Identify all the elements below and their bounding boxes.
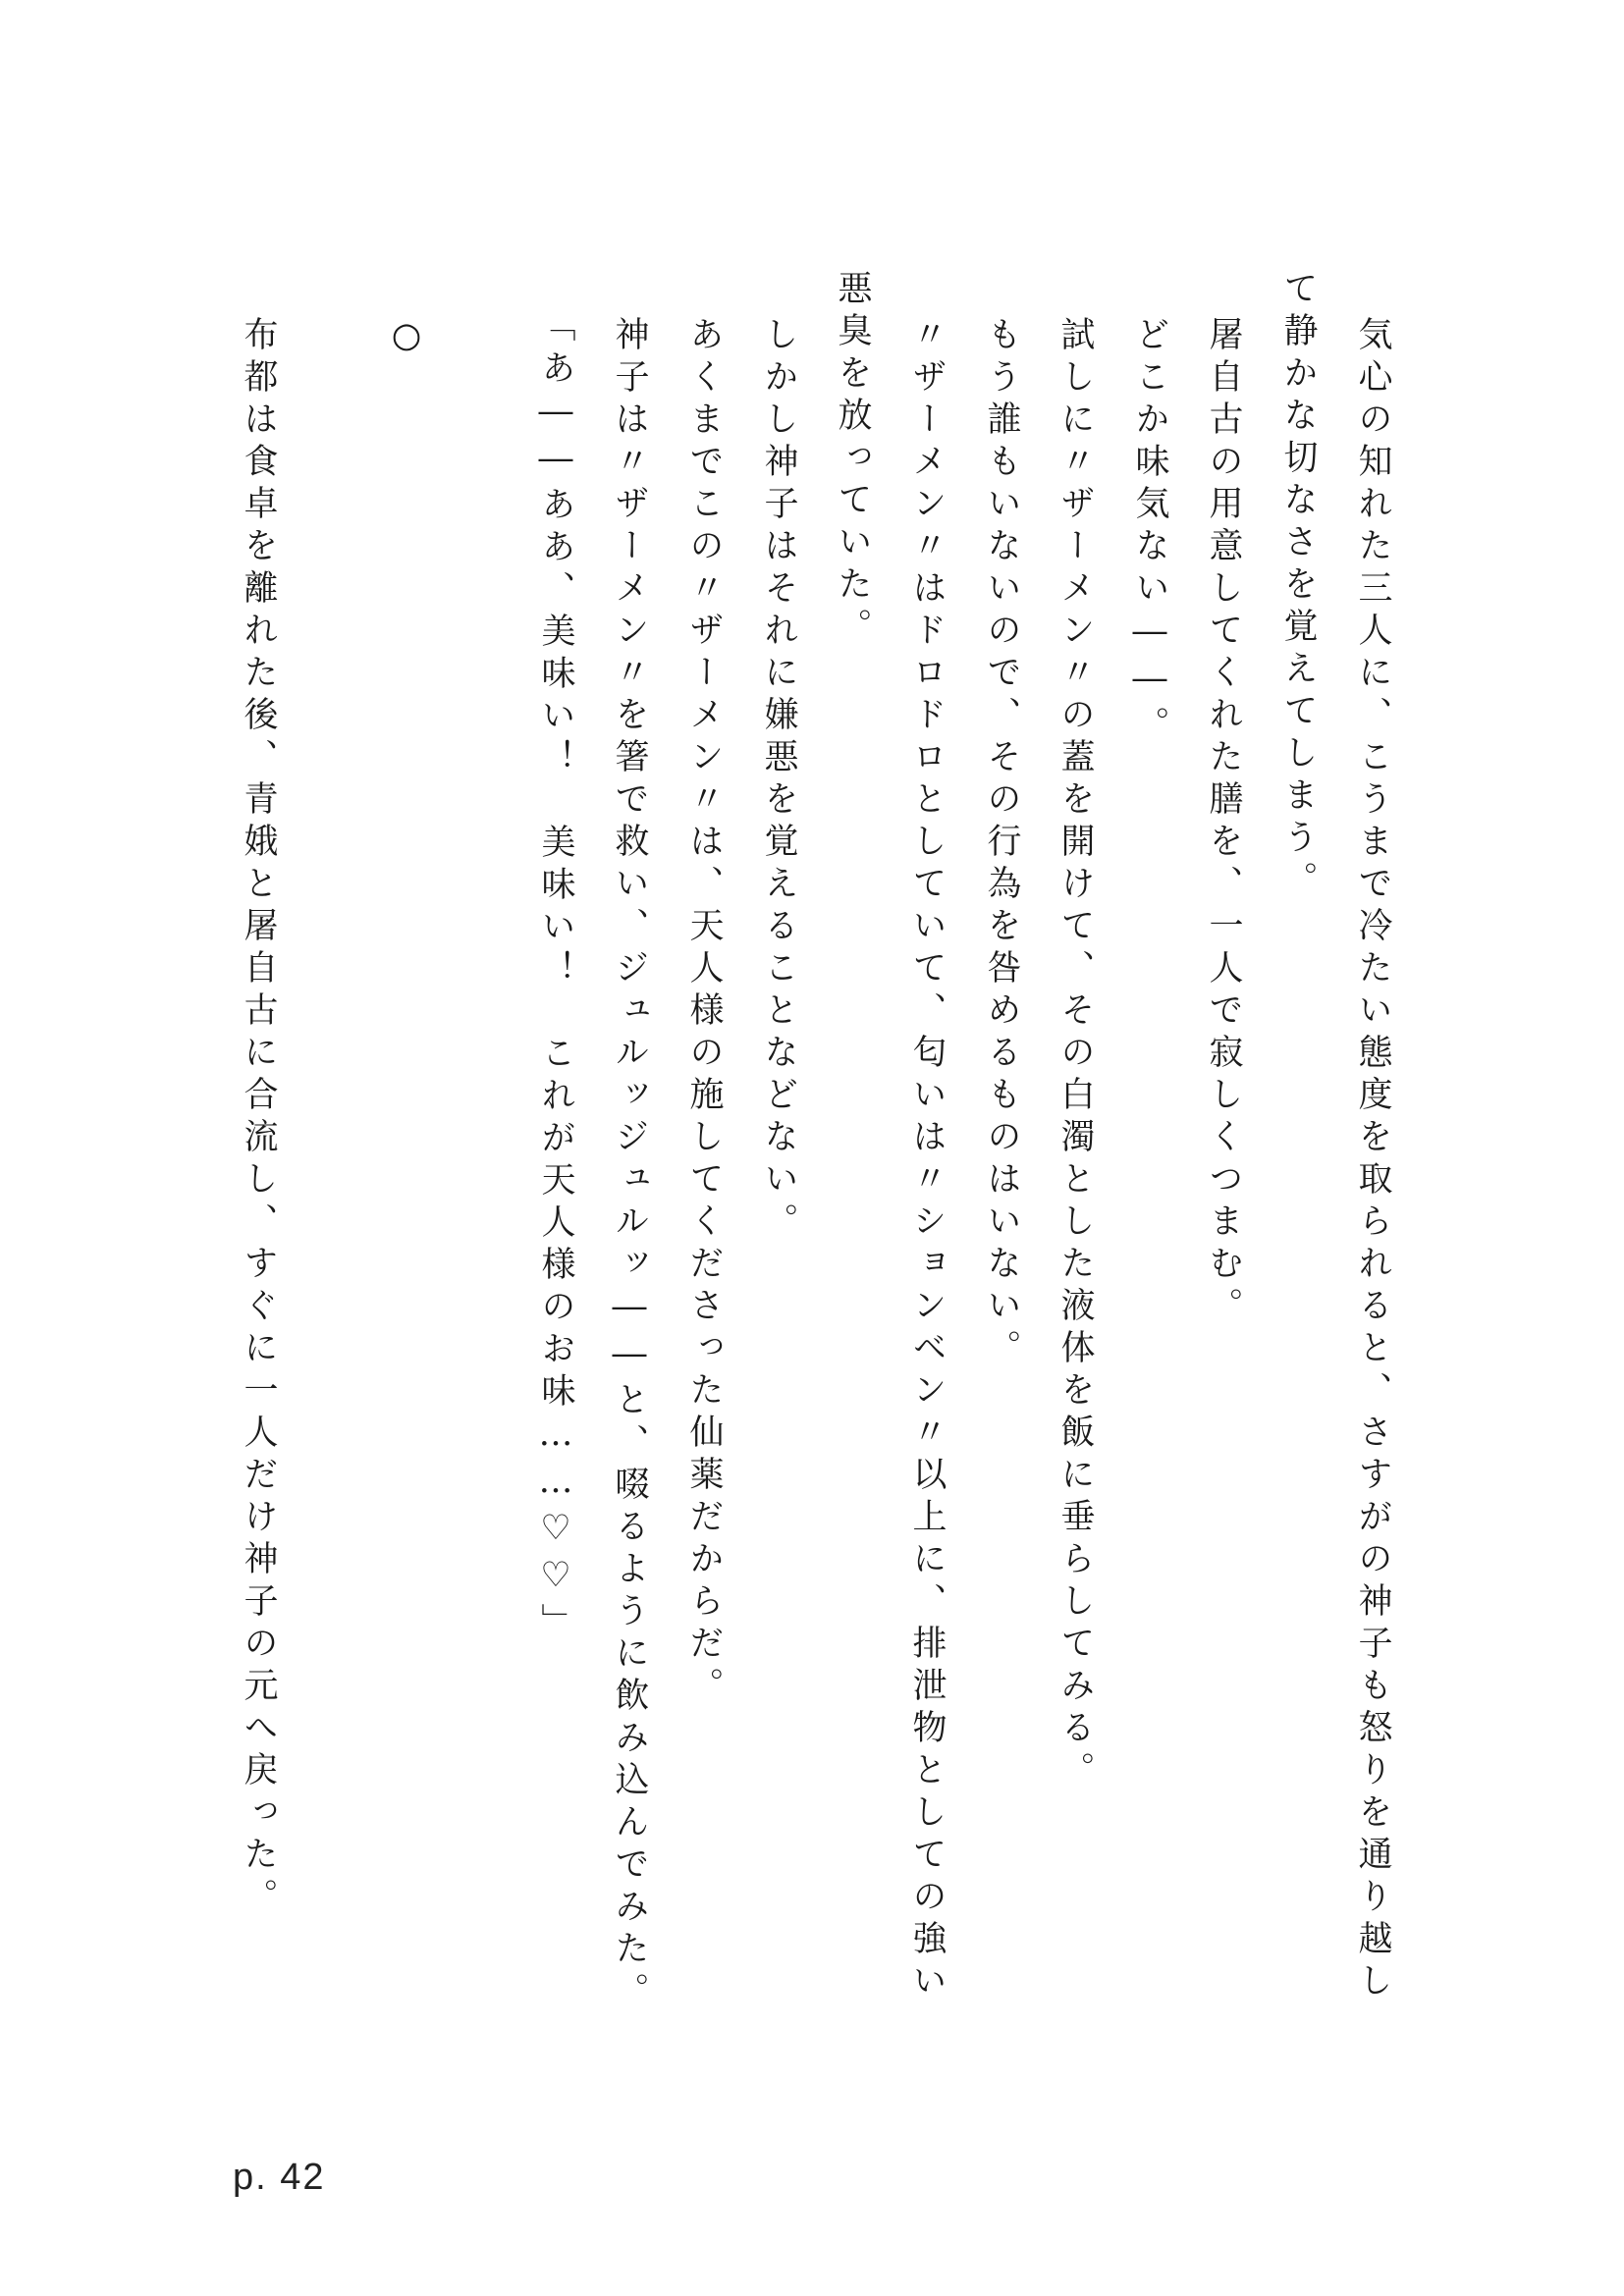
text-line-4: どこか味気ない――。 — [1130, 316, 1169, 748]
text-line-10: あくまでこの〃ザーメン〃は、天人様の施してくださった仙薬だからだ。 — [684, 316, 724, 1709]
section-break-circle: ○ — [387, 316, 426, 363]
text-line-8: 悪臭を放っていた。 — [833, 270, 872, 650]
text-line-12: 「あ――ああ、美味い！ 美味い！ これが天人様のお味……♡♡」 — [536, 307, 575, 1645]
text-line-16: 布都は食卓を離れた後、青娥と屠自古に合流し、すぐに一人だけ神子の元へ戻った。 — [239, 316, 278, 1920]
text-line-11: 神子は〃ザーメン〃を箸で救い、ジュルッジュルッ――と、啜るように飲み込んでみた。 — [610, 316, 649, 2014]
text-line-7: 〃ザーメン〃はドロドロとしていて、匂いは〃ションベン〃以上に、排泄物としての強い — [907, 316, 947, 2004]
text-line-5: 試しに〃ザーメン〃の蓋を開けて、その白濁とした液体を飯に垂らしてみる。 — [1056, 316, 1095, 1793]
text-line-3: 屠自古の用意してくれた膳を、一人で寂しくつまむ。 — [1204, 316, 1243, 1329]
text-line-2: て静かな切なさを覚えてしまう。 — [1278, 270, 1318, 903]
text-line-6: もう誰もいないので、その行為を咎めるものはいない。 — [982, 316, 1021, 1371]
page-number: p. 42 — [233, 2157, 326, 2198]
text-line-9: しかし神子はそれに嫌悪を覚えることなどない。 — [759, 316, 798, 1245]
text-line-1: 気心の知れた三人に、こうまで冷たい態度を取られると、さすがの神子も怒りを通り越し — [1353, 316, 1392, 2004]
